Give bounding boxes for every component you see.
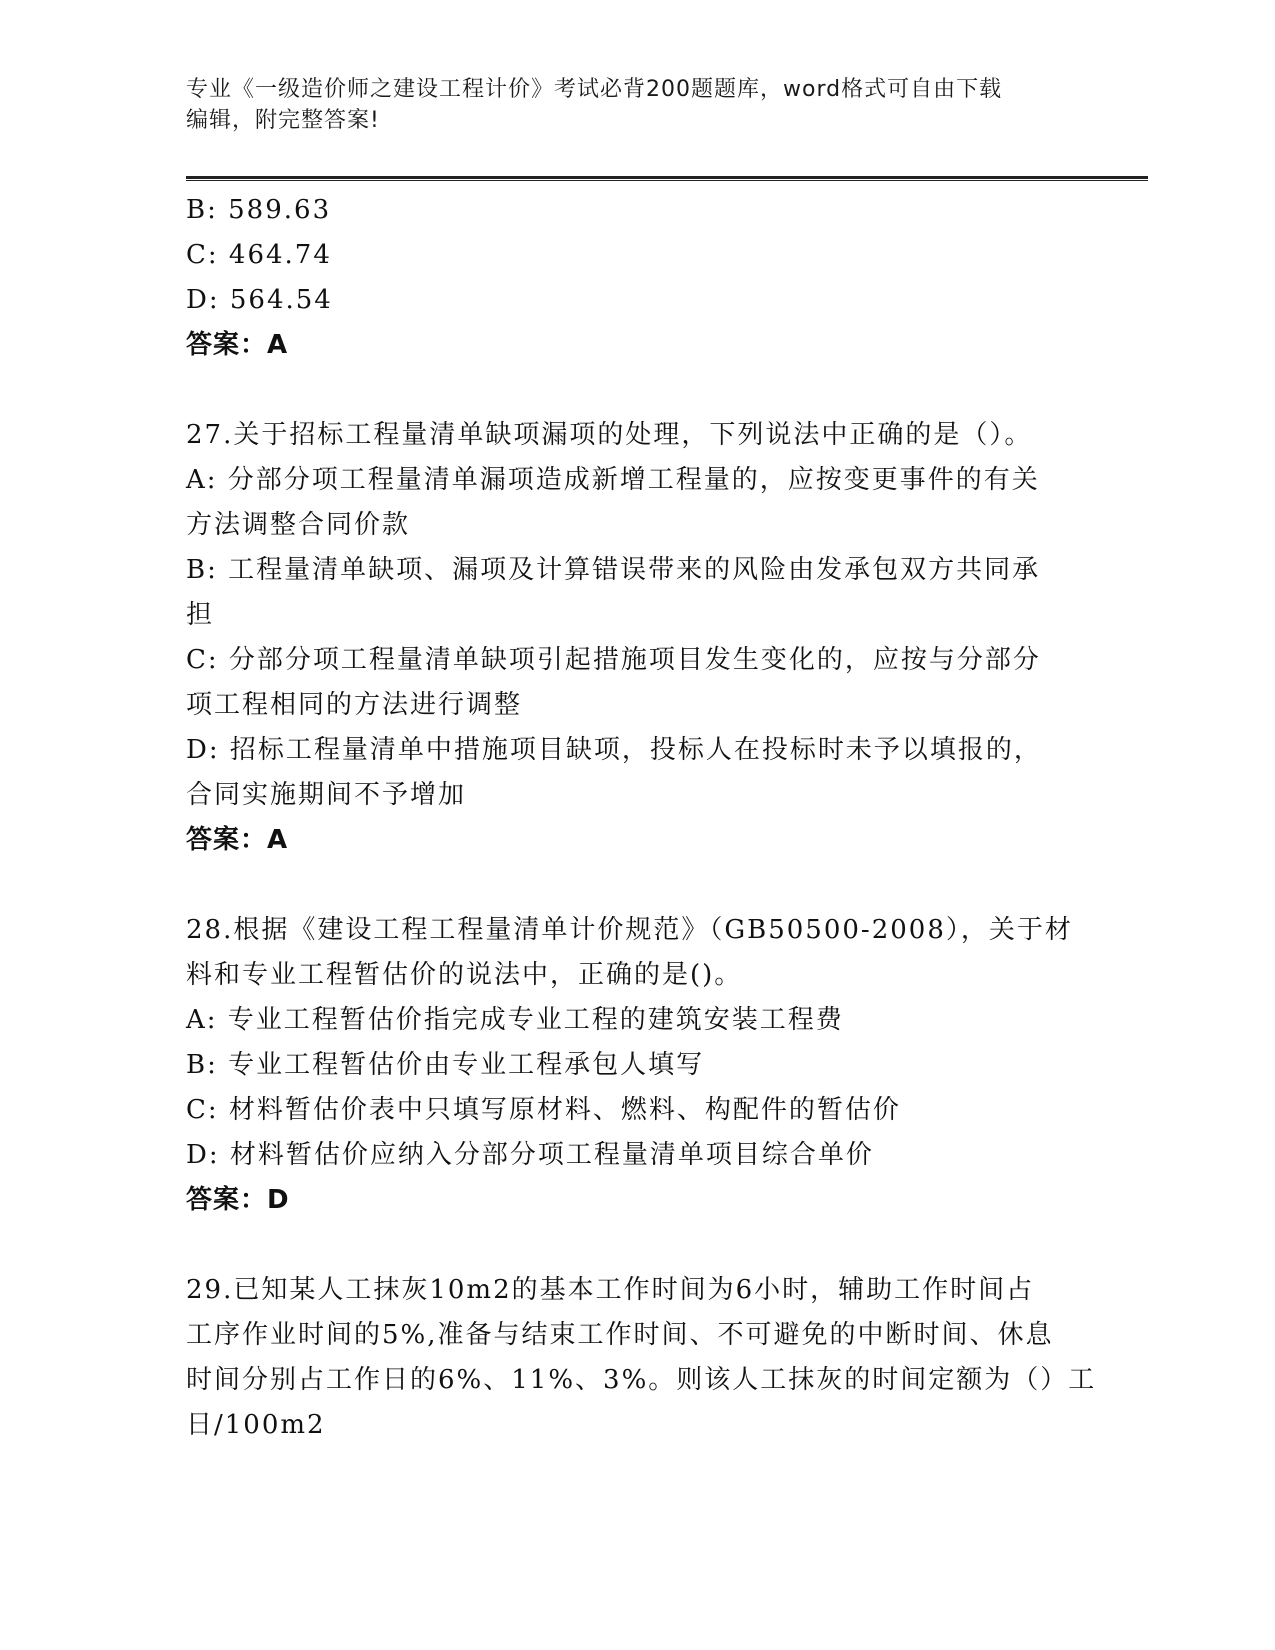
q27-option-b-line-2: 担 [186, 600, 215, 630]
q28-option-b: B: 专业工程暂估价由专业工程承包人填写 [186, 1050, 705, 1080]
spacer [186, 863, 1086, 908]
q27-option-d-line-1: D: 招标工程量清单中措施项目缺项，投标人在投标时未予以填报的， [186, 735, 1042, 765]
q29-stem-line-1: 29.已知某人工抹灰10m2的基本工作时间为6小时，辅助工作时间占 [186, 1275, 1035, 1305]
q27-answer: 答案：A [186, 825, 289, 855]
q27-option-d-line-2: 合同实施期间不予增加 [186, 780, 467, 810]
q28-option-a: A: 专业工程暂估价指完成专业工程的建筑安装工程费 [186, 1005, 844, 1035]
q27-option-b-line-1: B: 工程量清单缺项、漏项及计算错误带来的风险由发承包双方共同承 [186, 555, 1041, 585]
header-title-line-1: 专业《一级造价师之建设工程计价》考试必背200题题库，word格式可自由下载 [186, 77, 1003, 102]
q28-stem-line-2: 料和专业工程暂估价的说法中，正确的是()。 [186, 960, 743, 990]
q28-answer: 答案：D [186, 1185, 290, 1215]
spacer [186, 368, 1086, 413]
q26-option-b: B: 589.63 [186, 195, 332, 225]
q27-option-c-line-1: C: 分部分项工程量清单缺项引起措施项目发生变化的，应按与分部分 [186, 645, 1041, 675]
q29-stem-line-4: 日/100m2 [186, 1410, 326, 1440]
q27-option-a-line-1: A: 分部分项工程量清单漏项造成新增工程量的，应按变更事件的有关 [186, 465, 1040, 495]
q26-option-d: D: 564.54 [186, 285, 333, 315]
question-content [186, 188, 1097, 1448]
spacer [186, 1223, 1086, 1268]
question-27 [186, 413, 1086, 863]
page-header [186, 74, 1066, 136]
question-28 [186, 908, 1086, 1223]
header-divider [186, 176, 1148, 181]
header-title-line-2: 编辑，附完整答案! [186, 108, 380, 133]
q27-option-a-line-2: 方法调整合同价款 [186, 510, 411, 540]
q28-option-c: C: 材料暂估价表中只填写原材料、燃料、构配件的暂估价 [186, 1095, 901, 1125]
q28-option-d: D: 材料暂估价应纳入分部分项工程量清单项目综合单价 [186, 1140, 874, 1170]
question-26-tail [186, 188, 1086, 368]
q29-stem-line-2: 工序作业时间的5%,准备与结束工作时间、不可避免的中断时间、休息 [186, 1320, 1054, 1350]
q28-stem-line-1: 28.根据《建设工程工程量清单计价规范》（GB50500-2008），关于材 [186, 915, 1073, 945]
q27-stem: 27.关于招标工程量清单缺项漏项的处理，下列说法中正确的是（）。 [186, 420, 1033, 450]
q29-stem-line-3: 时间分别占工作日的6%、11%、3%。则该人工抹灰的时间定额为（）工 [186, 1365, 1097, 1395]
q26-answer: 答案：A [186, 330, 289, 360]
q26-option-c: C: 464.74 [186, 240, 332, 270]
question-29 [186, 1268, 1097, 1448]
q27-option-c-line-2: 项工程相同的方法进行调整 [186, 690, 523, 720]
